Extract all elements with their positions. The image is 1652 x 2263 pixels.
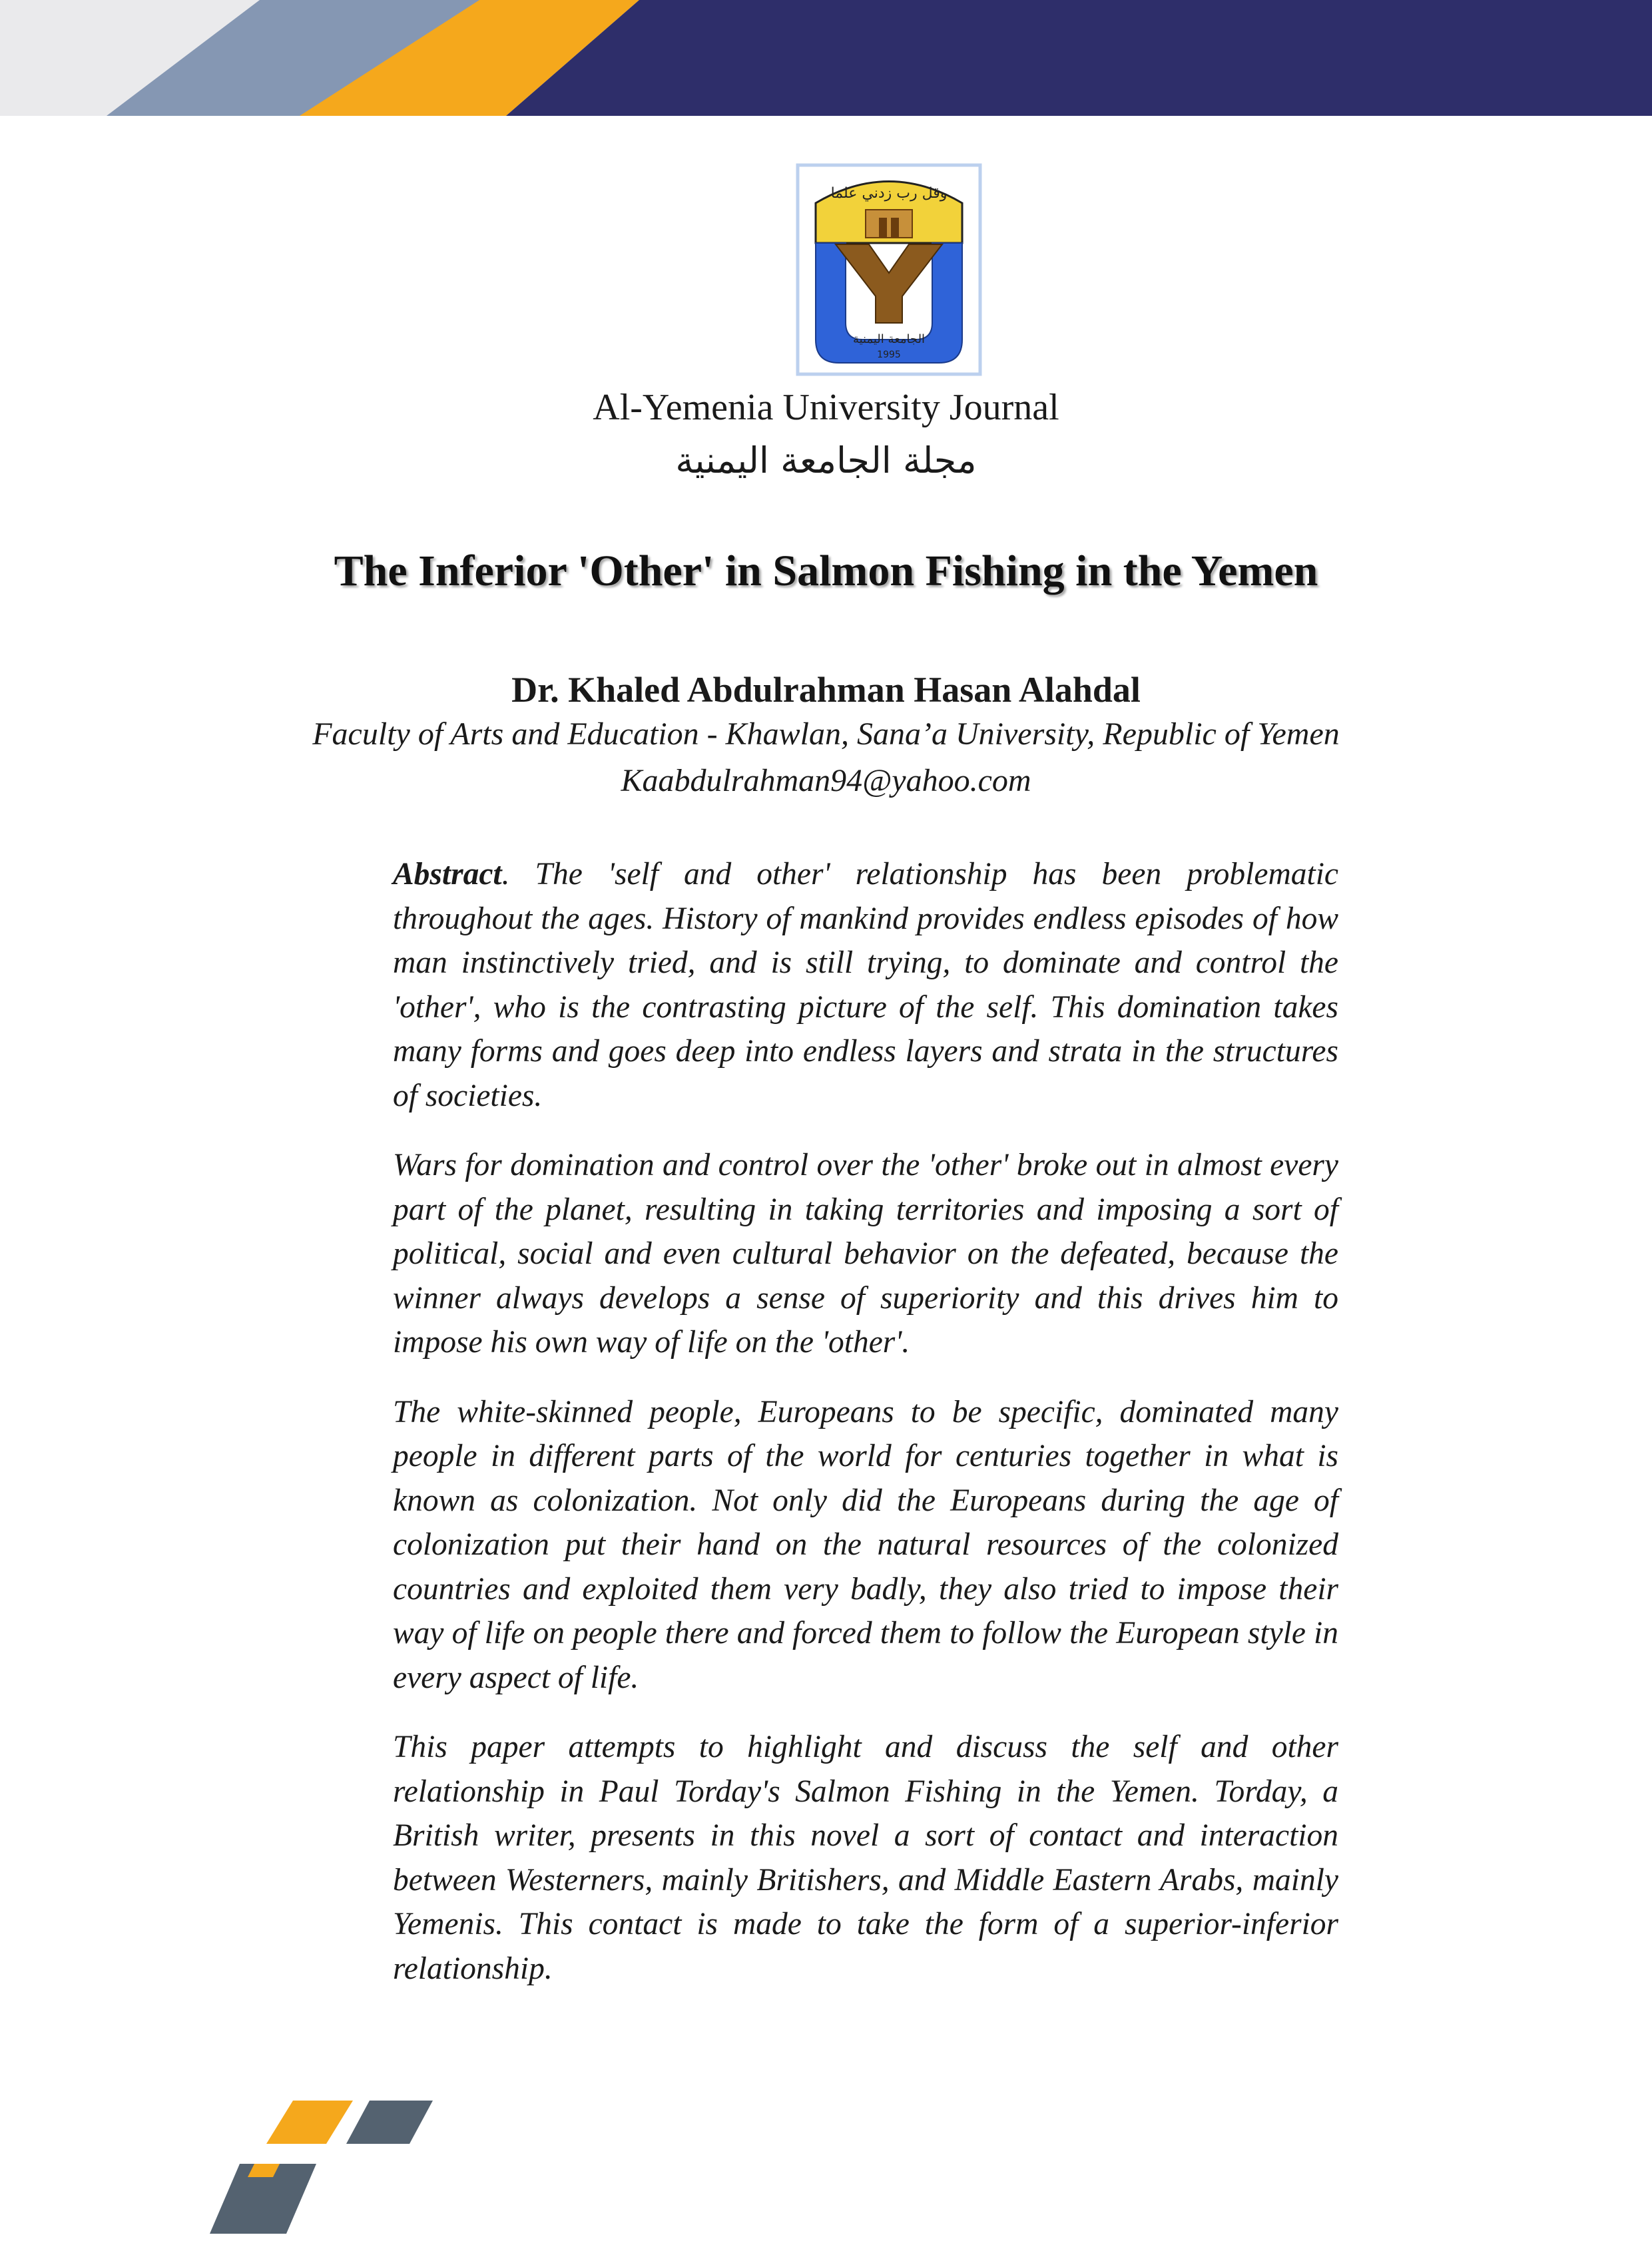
decorative-parallelograms-icon — [200, 2101, 453, 2240]
header-band — [0, 0, 1652, 116]
abstract-paragraph-4: This paper attempts to highlight and discuss the self and other relationship in Paul Torday's Salmon Fishing in the Yemen. Torday, a British writer, presents in this novel a sort of contact and interaction between Westerners, mainly Britishers, and Middle Eastern Arabs, mainly Yemenis. This contact is made to take the form of a superior-inferior relationship. — [393, 1730, 1338, 1986]
footer-shape-gold-large — [266, 2101, 353, 2144]
journal-name-english: Al-Yemenia University Journal — [593, 387, 1059, 428]
abstract-paragraph-2: Wars for domination and control over the 'other' broke out in almost every part of the planet, resulting in taking territories and imposing a sort of political, social and even cultural behavior on the defeated, because the winner always develops a sense of superiority and this drives him to impose his own way of life on the 'other'. — [393, 1148, 1338, 1360]
abstract-paragraph-1 — [393, 852, 1338, 1118]
emblem-year: 1995 — [877, 350, 901, 360]
abstract-paragraph-1-text: . The 'self and other' relationship has been problematic throughout the ages. History of mankind provides endless episodes of how man instinctively tried, and is still trying, to dominate and control the 'other', who is the contrasting picture of the self. This domination takes many forms and goes deep into endless layers and strata in the structures of societies. — [393, 857, 1338, 1113]
journal-name-arabic: مجلة الجامعة اليمنية — [675, 439, 977, 481]
author-name: Dr. Khaled Abdulrahman Hasan Alahdal — [511, 670, 1141, 710]
emblem-motto: وقل رب زدني علما — [830, 185, 948, 202]
emblem-name: الجامعة اليمنية — [852, 332, 926, 346]
author-email: Kaabdulrahman94@yahoo.com — [621, 763, 1031, 798]
footer-shape-slate-top — [346, 2101, 433, 2144]
article-title: The Inferior 'Other' in Salmon Fishing in the Yemen — [334, 547, 1318, 595]
header-stripe-navy — [506, 0, 1652, 116]
abstract-label: Abstract — [393, 857, 502, 891]
university-emblem-icon — [796, 163, 982, 376]
abstract-paragraph-3: The white-skinned people, Europeans to be specific, dominated many people in different parts of the world for centuries together in what is known as colonization. Not only did the Europeans during the age of colonization put their hand on the natural resources of the colonized countries and exploited them very badly, they also tried to impose their way of life on people there and forced them to follow the European style in every aspect of life. — [393, 1394, 1338, 1695]
abstract — [393, 852, 1338, 2016]
emblem-gate — [866, 210, 912, 238]
author-affiliation: Faculty of Arts and Education - Khawlan, Sana’a University, Republic of Yemen — [312, 716, 1340, 752]
